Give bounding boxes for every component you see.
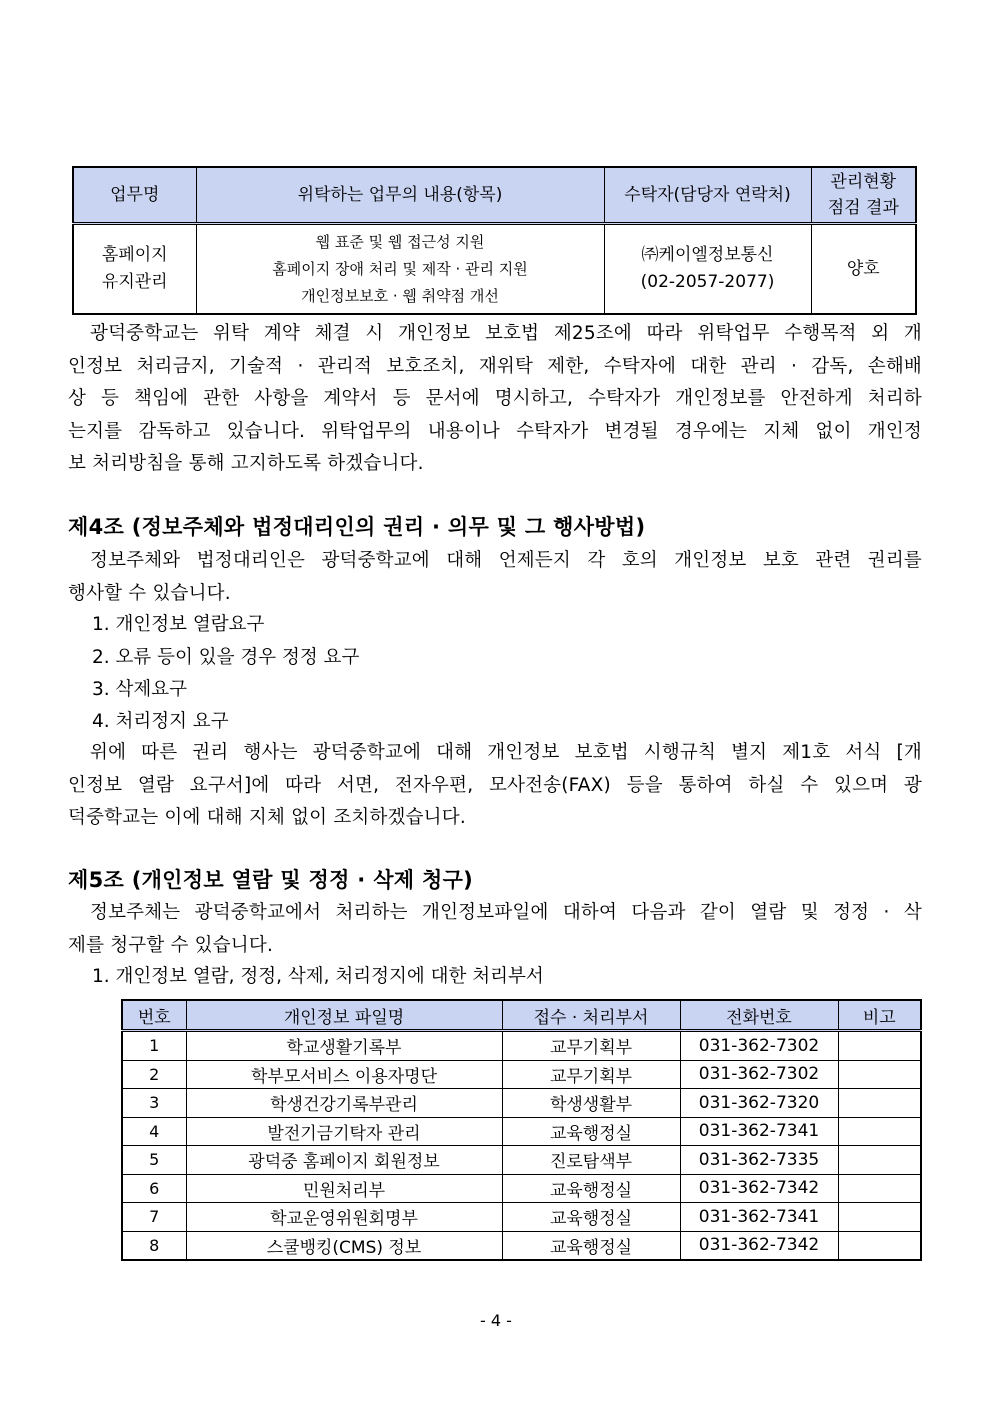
- header-trustee: 수탁자(담당자 연락처): [604, 167, 811, 224]
- file-name: 민원처리부: [186, 1174, 502, 1203]
- outsourcing-table: [72, 166, 917, 315]
- header-number: 번호: [122, 1000, 186, 1031]
- table-row: [122, 1231, 921, 1260]
- note: [838, 1174, 921, 1203]
- department: 교육행정실: [502, 1231, 680, 1260]
- table-row: [122, 1060, 921, 1089]
- section4-heading: 제4조 (정보주체와 법정대리인의 권리 · 의무 및 그 행사방법): [68, 515, 646, 539]
- file-name: 학부모서비스 이용자명단: [186, 1060, 502, 1089]
- content-line: 홈페이지 장애 처리 및 제작 · 관리 지원: [272, 259, 528, 278]
- trustee-name: ㈜케이엘정보통신: [641, 245, 774, 265]
- row-number: 6: [122, 1174, 186, 1203]
- department: 진로탐색부: [502, 1146, 680, 1175]
- phone: 031-362-7320: [680, 1089, 838, 1118]
- paragraph-line: 보 처리방침을 통해 고지하도록 하겠습니다.: [68, 453, 424, 474]
- department: 교육행정실: [502, 1203, 680, 1232]
- header-check-result: 관리현황 점검 결과: [811, 167, 916, 224]
- phone: 031-362-7342: [680, 1231, 838, 1260]
- header-department: 접수 · 처리부서: [502, 1000, 680, 1031]
- row-number: 7: [122, 1203, 186, 1232]
- phone: 031-362-7335: [680, 1146, 838, 1175]
- department: 교육행정실: [502, 1117, 680, 1146]
- table-row: [122, 1146, 921, 1175]
- row-number: 5: [122, 1146, 186, 1175]
- file-name: 스쿨뱅킹(CMS) 정보: [186, 1231, 502, 1260]
- task-name-cell: [73, 224, 196, 315]
- note: [838, 1060, 921, 1089]
- row-number: 8: [122, 1231, 186, 1260]
- phone: 031-362-7302: [680, 1031, 838, 1061]
- list-item: 1. 개인정보 열람, 정정, 삭제, 처리정지에 대한 처리부서: [92, 966, 544, 987]
- task-content-cell: [196, 224, 604, 315]
- phone: 031-362-7302: [680, 1060, 838, 1089]
- phone: 031-362-7342: [680, 1174, 838, 1203]
- paragraph-line: 광덕중학교는 위탁 계약 체결 시 개인정보 보호법 제25조에 따라 위탁업무 수행목적 외 개: [90, 323, 922, 344]
- note: [838, 1231, 921, 1260]
- row-number: 1: [122, 1031, 186, 1061]
- row-number: 4: [122, 1117, 186, 1146]
- header-task-name: 업무명: [73, 167, 196, 224]
- section4-intro: [68, 545, 922, 610]
- file-name: 발전기금기탁자 관리: [186, 1117, 502, 1146]
- paragraph-line: 위에 따른 권리 행사는 광덕중학교에 대해 개인정보 보호법 시행규칙 별지 제1호 서식 [개: [90, 742, 922, 763]
- task-name-line: 유지관리: [101, 272, 168, 292]
- department: 학생생활부: [502, 1089, 680, 1118]
- table-header-row: [73, 167, 916, 224]
- paragraph-line: 인정보 열람 요구서]에 따라 서면, 전자우편, 모사전송(FAX) 등을 통하여 하실 수 있으며 광: [68, 774, 922, 796]
- paragraph-line: 정보주체와 법정대리인은 광덕중학교에 대해 언제든지 각 호의 개인정보 보호 관련 권리를: [90, 550, 922, 571]
- table-row: [122, 1203, 921, 1232]
- note: [838, 1203, 921, 1232]
- content-line: 웹 표준 및 웹 접근성 지원: [315, 232, 485, 251]
- paragraph-line: 정보주체는 광덕중학교에서 처리하는 개인정보파일에 대하여 다음과 같이 열람 및 정정 · 삭: [90, 902, 922, 923]
- file-name: 학교생활기록부: [186, 1031, 502, 1061]
- table-header-row: [122, 1000, 921, 1031]
- paragraph-line: 행사할 수 있습니다.: [68, 582, 231, 604]
- list-item: 1. 개인정보 열람요구: [92, 614, 265, 635]
- row-number: 2: [122, 1060, 186, 1089]
- note: [838, 1146, 921, 1175]
- table-row: [122, 1174, 921, 1203]
- section4-outro: [68, 737, 922, 835]
- paragraph-line: 상 등 책임에 관한 사항을 계약서 등 문서에 명시하고, 수탁자가 개인정보를 안전하게 처리하: [68, 388, 922, 409]
- outsourcing-paragraph: [68, 318, 922, 481]
- paragraph-line: 인정보 처리금지, 기술적 · 관리적 보호조치, 재위탁 제한, 수탁자에 대한 관리 · 감독, 손해배: [68, 355, 922, 377]
- table-row: [73, 224, 916, 315]
- table-row: [122, 1031, 921, 1061]
- list-item: 4. 처리정지 요구: [92, 711, 229, 732]
- table-row: [122, 1117, 921, 1146]
- section5-heading: 제5조 (개인정보 열람 및 정정 · 삭제 청구): [68, 868, 474, 892]
- trustee-phone: (02-2057-2077): [640, 272, 775, 292]
- list-item: 2. 오류 등이 있을 경우 정정 요구: [92, 647, 360, 668]
- paragraph-line: 는지를 감독하고 있습니다. 위탁업무의 내용이나 수탁자가 변경될 경우에는 지체 없이 개인정: [68, 420, 922, 442]
- department-table: [121, 999, 922, 1261]
- department: 교육행정실: [502, 1174, 680, 1203]
- paragraph-line: 제를 청구할 수 있습니다.: [68, 934, 274, 956]
- section5-intro: [68, 897, 922, 962]
- trustee-cell: [604, 224, 811, 315]
- row-number: 3: [122, 1089, 186, 1118]
- table-row: [122, 1089, 921, 1118]
- content-line: 개인정보보호 · 웹 취약점 개선: [301, 286, 499, 305]
- note: [838, 1089, 921, 1118]
- header-phone: 전화번호: [680, 1000, 838, 1031]
- note: [838, 1031, 921, 1061]
- note: [838, 1117, 921, 1146]
- file-name: 학교운영위원회명부: [186, 1203, 502, 1232]
- department: 교무기획부: [502, 1031, 680, 1061]
- list-item: 3. 삭제요구: [92, 679, 188, 700]
- phone: 031-362-7341: [680, 1117, 838, 1146]
- header-task-content: 위탁하는 업무의 내용(항목): [196, 167, 604, 224]
- department: 교무기획부: [502, 1060, 680, 1089]
- task-name-line: 홈페이지: [101, 245, 168, 265]
- page-number: - 4 -: [480, 1311, 512, 1330]
- file-name: 광덕중 홈페이지 회원정보: [186, 1146, 502, 1175]
- check-result-cell: 양호: [811, 224, 916, 315]
- header-note: 비고: [838, 1000, 921, 1031]
- phone: 031-362-7341: [680, 1203, 838, 1232]
- paragraph-line: 덕중학교는 이에 대해 지체 없이 조치하겠습니다.: [68, 807, 466, 828]
- file-name: 학생건강기록부관리: [186, 1089, 502, 1118]
- header-file-name: 개인정보 파일명: [186, 1000, 502, 1031]
